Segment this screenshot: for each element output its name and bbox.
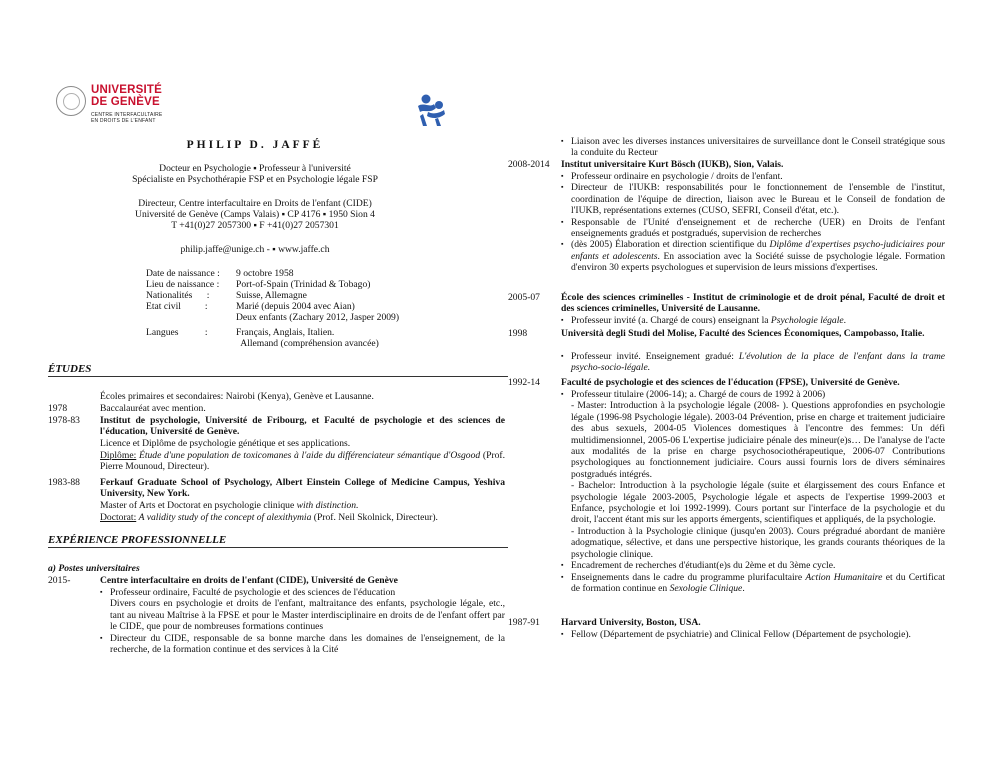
year-label: 1992-14 [508,377,540,388]
fpse-b3-text-2: et du Certificat de formation continue en [571,571,945,594]
university-seal-icon [56,86,86,116]
address-line-3: T +41(0)27 2057300 ▪ F +41(0)27 2057301 [171,220,339,231]
molise-b1-text: Professeur invité. Enseignement gradué: [571,351,734,362]
fpse-b3-italic-2: Sexologie Clinique [669,582,743,594]
esc-details [561,315,945,326]
year-label: 1998 [508,328,528,339]
harvard-details [561,629,945,640]
year-label: 1978-83 [48,415,80,426]
molise-details [561,351,945,374]
diplome-director: (Prof. Pierre Mounoud, Directeur). [100,450,506,473]
title-line-2: Spécialiste en Psychothérapie FSP et en Psychologie légale FSP [132,174,378,185]
diplome-title: Étude d'une population de toxicomanes à l'aide du différenciateur sémantique d'Osgood [138,450,481,461]
clinical-courses: - Introduction à la Psychologie clinique (jusqu'en 2003). Cours prégradué abordant de manière adogmatique, sélective, et dans une perspective historique, les grands courants théoriques de la psychologie clinique. [571,525,945,560]
list-item: ▪ Professeur ordinaire, Faculté de psychologie et des sciences de l'éducation [100,587,505,598]
info-value: 9 octobre 1958 [236,268,294,279]
etudes-ma [100,500,505,511]
list-item-continuation: Divers cours en psychologie et droits de l'enfant, maltraitance des enfants, psychologie légale, etc., tant au niveau Maîtrise à la FPSE et pour le Master interdisciplinaire en droits de de l'enfant offert par le CIDE, que pour de nombreuses formations continues [110,598,505,633]
molise-b1-italic: L'évolution de la place de l'enfant dans la trame psycho-socio-légale. [571,351,946,374]
iukb-b4-italic: Diplôme d'expertises psycho-judiciaires pour enfants et adolescents [571,239,945,262]
university-subtitle: CENTRE INTERFACULTAIRE EN DROITS DE L'ENFANT [91,112,163,124]
cide-logo-icon [414,92,450,128]
info-value: Deux enfants (Zachary 2012, Jasper 2009) [236,312,400,323]
contact-line[interactable]: philip.jaffe@unige.ch - ▪ www.jaffe.ch [180,244,330,255]
info-label: Date de naissance : [146,268,220,279]
list-item [561,351,945,374]
molise-title: Università degli Studi del Molise, Faculté des Sciences Économiques, Campobasso, Italie. [561,328,925,339]
esc-b1-italic: Psychologie légale [770,315,844,326]
etudes-institution-2: Ferkauf Graduate School of Psychology, Albert Einstein College of Medicine Campus, Yeshiva University, New York. [100,477,505,500]
info-label: Nationalités : [146,290,210,301]
year-label: 2005-07 [508,292,540,303]
list-item: ▪ Responsable de l'Unité d'enseignement et de recherche (UER) en Droits de l'enfant enseignements gradués et postgradués, supervision de recherches [561,217,945,240]
list-item: ▪ Fellow (Département de psychiatrie) and Clinical Fellow (Département de psychologie). [561,629,945,640]
list-item: ▪ Liaison avec les diverses instances universitaires de surveillance dont le Conseil stratégique sous la conduite du Recteur [561,136,945,159]
year-label: 1987-91 [508,617,540,628]
master-courses: - Master: Introduction à la psychologie légale (2008- ). Questions approfondies en psychologie légale (1996-98 Psychologie légale). 2003-04 Prévention, prise en charge et traitement judiciaire des abus sexuels, 2004-05 Violences domestiques à l'encontre des femmes: Un défi multidimensionnel, 2005-06 L'expertise judiciaire pénale des mineur(e)s… De l'analyse de l'acte aux modalités de la prise en charge psychosociothérapeutique, 2006-07 Contributions psychologiques au fonctionnement judiciaire. Cours aussi fournis lors de divers séminaires postgradués intégrés. [571,400,945,480]
subsection-postes: a) Postes universitaires [48,563,140,574]
info-value: Allemand (compréhension avancée) [236,338,379,349]
etudes-bac: Baccalauréat avec mention. [100,403,206,414]
list-item: ▪ Directeur du CIDE, responsable de sa bonne marche dans les domaines de l'enseignement, de la recherche, de la formation continue et des services à la Cité [100,633,505,656]
section-heading-etudes: ÉTUDES [48,364,508,377]
info-value: Port-of-Spain (Trinidad & Tobago) [236,279,371,290]
doctorat-label: Doctorat: [100,512,137,523]
harvard-title: Harvard University, Boston, USA. [561,617,701,628]
university-name: UNIVERSITÉ DE GENÈVE [91,84,163,108]
info-label: Etat civil : [146,301,208,312]
list-item: ▪ Professeur ordinaire en psychologie / droits de l'enfant. [561,171,945,182]
list-item: ▪ Professeur titulaire (2006-14); a. Chargé de cours de 1992 à 2006) [561,389,945,400]
info-value: Suisse, Allemagne [236,290,307,301]
title-line-1: Docteur en Psychologie ▪ Professeur à l'université [159,163,351,174]
bachelor-courses: - Bachelor: Introduction à la psychologie légale (suite et élargissement des cours Enfance et psychologie légale 2003-2005, Psychologie légale et aspects de l'expertise 1999-2003 et Enfance, psychologie et loi 1992-1999). Cours portant sur l'interface de la psychologie et du droit, l'accent étant mis sur les apports émergents, scientifiques et appliqués, de la psychologie. [571,480,945,526]
year-label: 2015- [48,575,71,586]
etudes-doctorat [100,512,505,523]
list-item: ▪ Directeur de l'IUKB: responsabilités pour le fonctionnement de l'ensemble de l'institut, coordination de l'équipe de direction, liaison avec le Bureau et le Conseil de fondation de l'IUKB, représentations externes (CUSO, SEFRI, Conseil d'état, etc.). [561,182,945,216]
list-item: ▪ Professeur invité (a. Chargé de cours) enseignant la Psychologie légale. [561,315,945,326]
ma-text: Master of Arts et Doctorat en psychologie clinique [100,500,295,511]
etudes-licence: Licence et Diplôme de psychologie génétique et ses applications. [100,438,351,449]
list-item: ▪ Encadrement de recherches d'étudiant(e)s du 2ème et du 3ème cycle. [561,560,945,571]
address-line-1: Directeur, Centre interfacultaire en Droits de l'enfant (CIDE) [138,198,372,209]
cide-details [100,587,505,655]
esc-b1-text: Professeur invité (a. Chargé de cours) enseignant la [571,315,769,326]
iukb-b4-text-end: . En association avec la Société suisse de psychologie légale. Formation d'environ 30 experts psychologues et supervision de leurs missions d'expertises. [571,250,945,274]
etudes-institution-1: Institut de psychologie, Université de Fribourg, et Faculté de psychologie et des sciences de l'éducation, Université de Genève. [100,415,505,438]
etudes-diplome [100,450,505,473]
fpse-title: Faculté de psychologie et des sciences de l'éducation (FPSE), Université de Genève. [561,377,900,388]
doctorat-title: A validity study of the concept of alexithymia [138,512,312,523]
esc-title: École des sciences criminelles - Institut de criminologie et de droit pénal, Faculté de droit et des sciences criminelles, Université de Lausanne. [561,292,945,315]
iukb-b4-text: (dès 2005) Élaboration et direction scientifique du [571,239,767,251]
year-label: 2008-2014 [508,159,550,170]
address-line-2: Université de Genève (Camps Valais) ▪ CP 4176 ▪ 1950 Sion 4 [135,209,375,220]
list-item [561,239,945,273]
ma-distinction: with distinction. [296,500,359,511]
fpse-details [561,389,945,594]
iukb-details [561,171,945,274]
section-heading-experience: EXPÉRIENCE PROFESSIONNELLE [48,535,508,548]
info-value: Marié (depuis 2004 avec Aian) [236,301,355,312]
cide-title: Centre interfacultaire en droits de l'enfant (CIDE), Université de Genève [100,575,398,586]
cide-detail-continued [561,136,945,159]
info-label: Lieu de naissance : [146,279,220,290]
fpse-b3-italic: Action Humanitaire [805,571,883,583]
iukb-title: Institut universitaire Kurt Bösch (IUKB), Sion, Valais. [561,159,784,170]
unige-logo [56,84,176,134]
person-name: PHILIP D. JAFFÉ [186,139,324,151]
diplome-label: Diplôme: [100,450,137,461]
year-label: 1978 [48,403,68,414]
doctorat-director: (Prof. Neil Skolnick, Directeur). [313,512,438,523]
fpse-b3-text: Enseignements dans le cadre du programme plurifacultaire [571,571,803,583]
info-label: Langues : [146,327,208,338]
list-item: ▪ Enseignements dans le cadre du programme plurifacultaire Action Humanitaire et du Certificat de formation continue en Sexologie Clinique. [561,572,945,595]
etudes-school: Écoles primaires et secondaires: Nairobi (Kenya), Genève et Lausanne. [100,391,374,402]
info-value: Français, Anglais, Italien. [236,327,335,338]
year-label: 1983-88 [48,477,80,488]
